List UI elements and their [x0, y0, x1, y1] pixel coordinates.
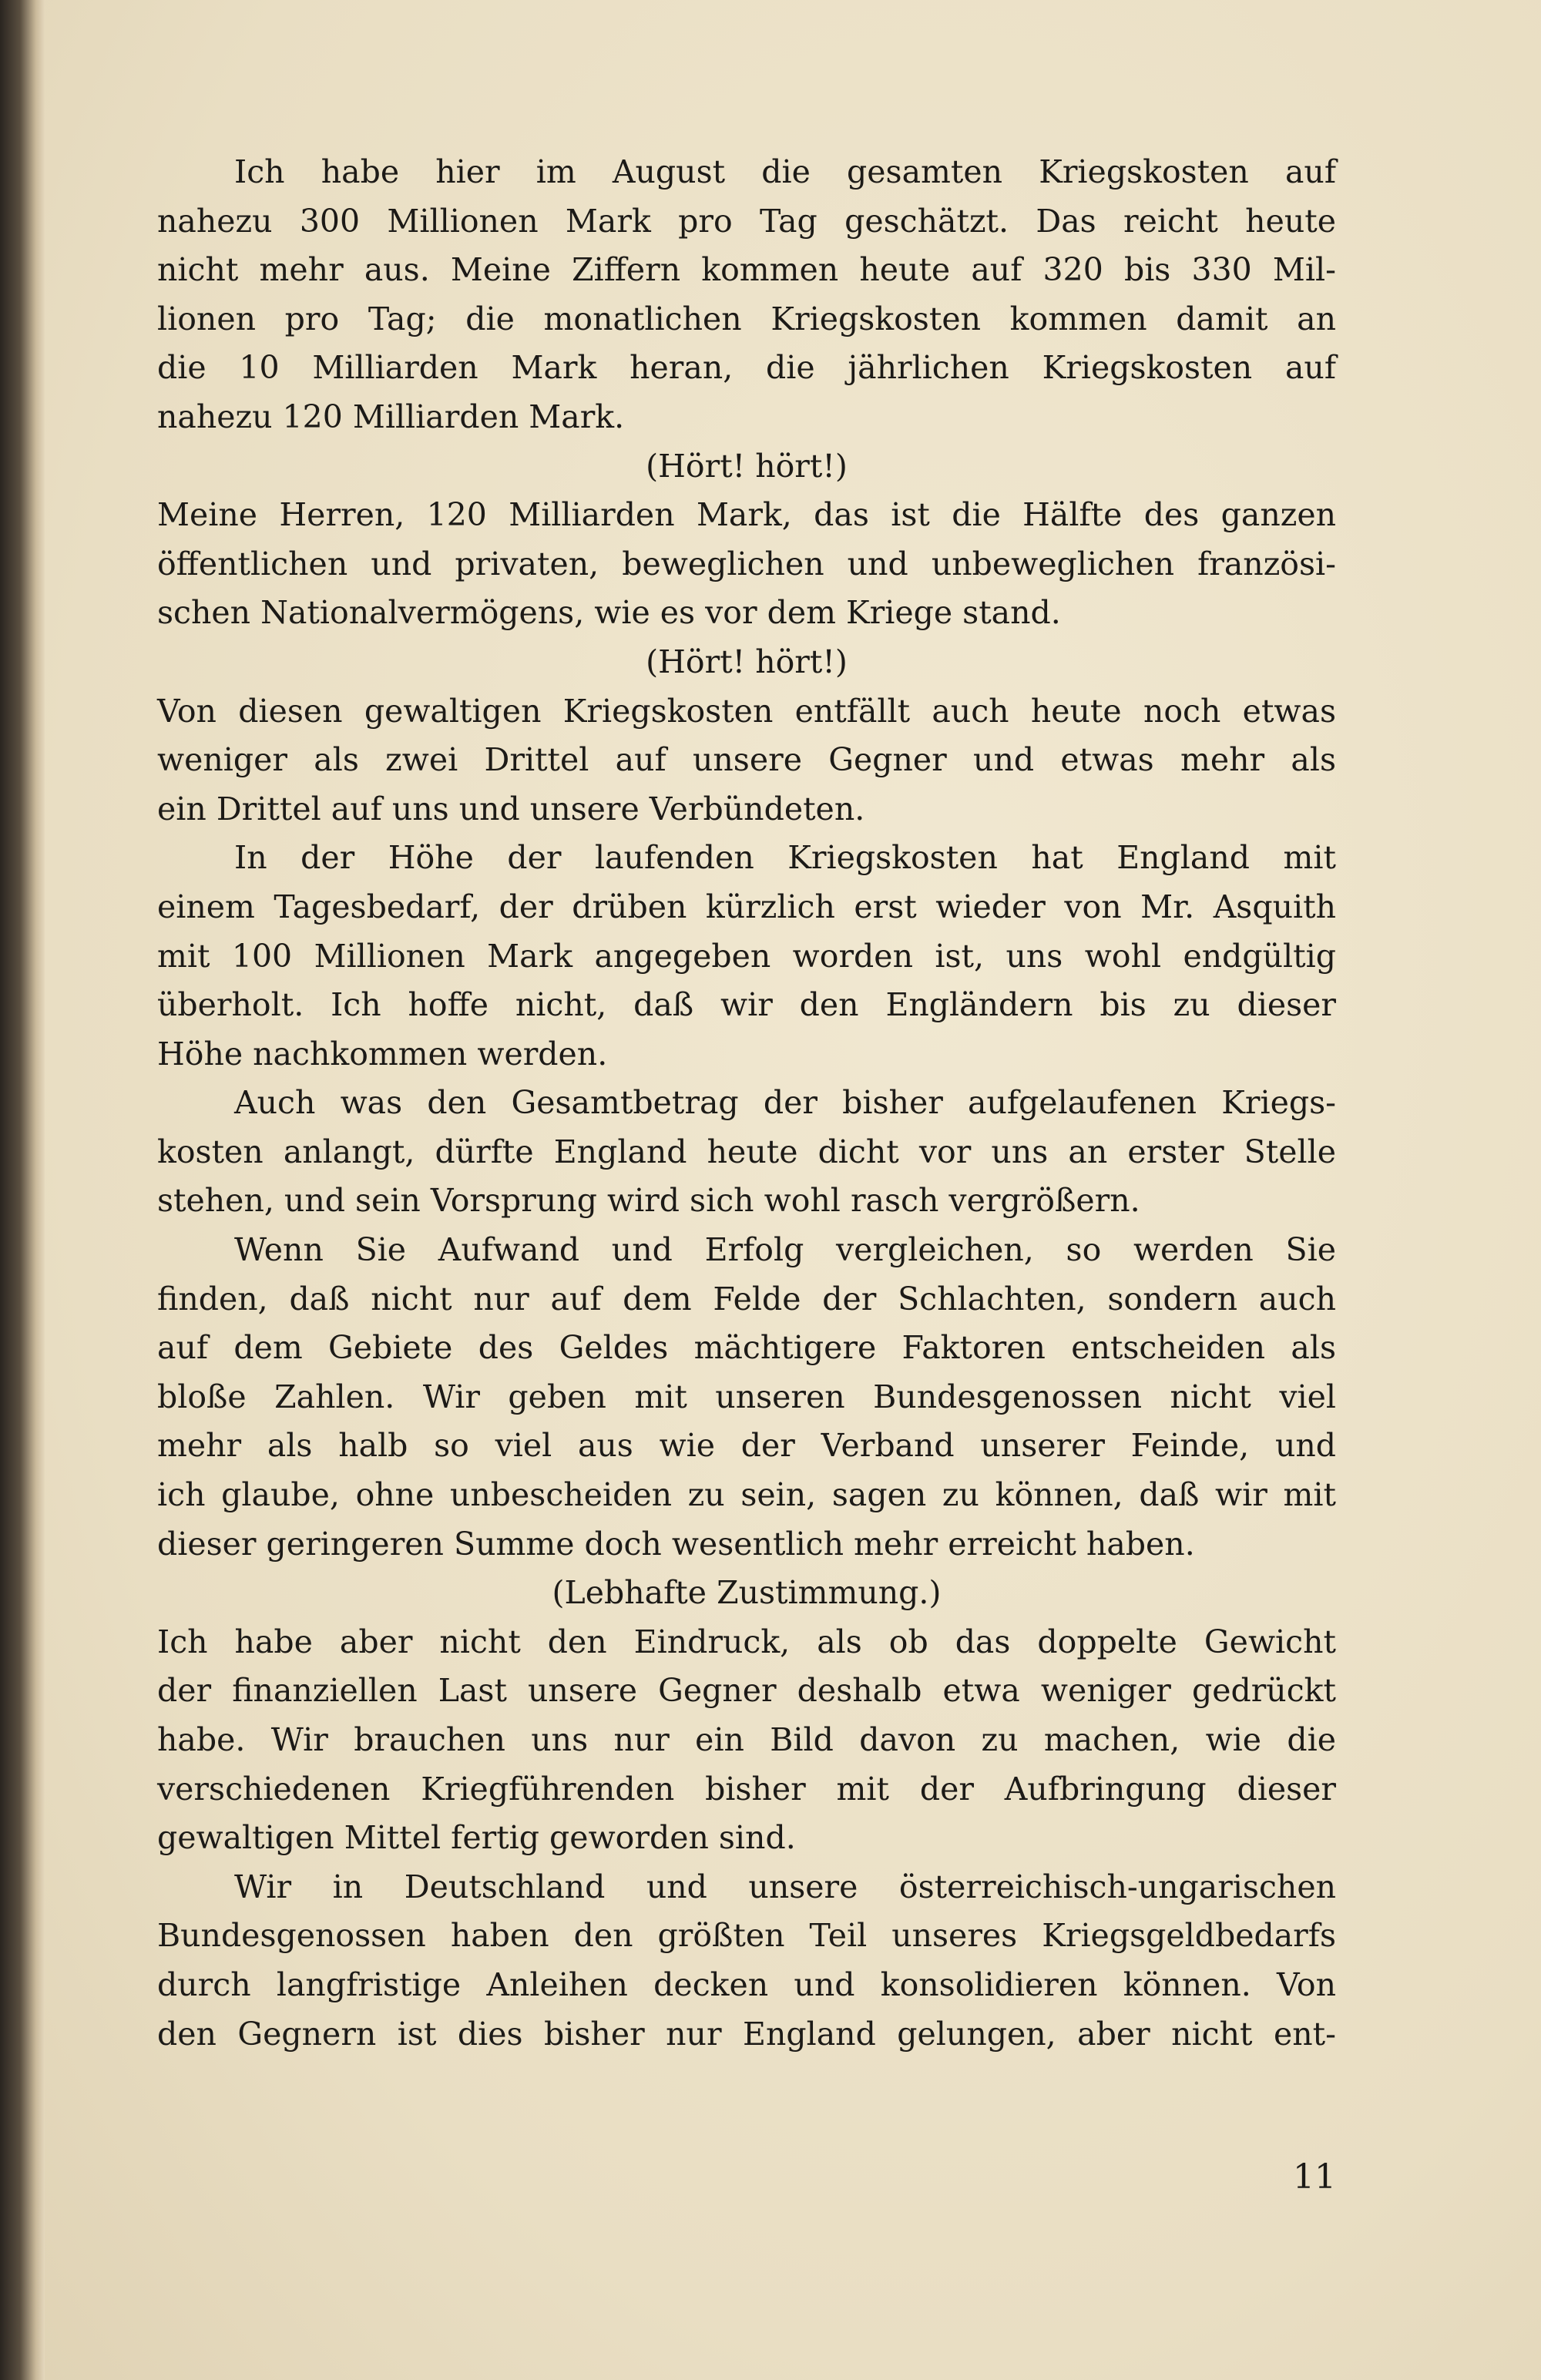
- interjection: (Hört! hört!): [646, 447, 848, 485]
- text-line: auf dem Gebiete des Geldes mächtigere Faktoren entscheiden als: [157, 1329, 1336, 1367]
- interjection: (Lebhafte Zustimmung.): [552, 1574, 942, 1612]
- text-line: bloße Zahlen. Wir geben mit unseren Bundesgenossen nicht viel: [157, 1378, 1336, 1415]
- paragraph: [157, 687, 1336, 834]
- book-page: [45, 0, 1541, 2380]
- text-line: Ich habe aber nicht den Eindruck, als ob das doppelte Gewicht: [157, 1623, 1336, 1660]
- interjection: (Hört! hört!): [646, 643, 848, 680]
- text-line: stehen, und sein Vorsprung wird sich wohl rasch vergrößern.: [157, 1182, 1140, 1220]
- text-line: nahezu 120 Milliarden Mark.: [157, 398, 625, 435]
- text-line: schen Nationalvermögens, wie es vor dem Kriege stand.: [157, 594, 1061, 632]
- paragraph: [157, 834, 1336, 1079]
- text-line: kosten anlangt, dürfte England heute dicht vor uns an erster Stelle: [157, 1133, 1336, 1170]
- paragraph: [157, 1079, 1336, 1226]
- page-number: 11: [1293, 2157, 1336, 2197]
- text-line: Meine Herren, 120 Milliarden Mark, das ist die Hälfte des ganzen: [157, 496, 1336, 534]
- body-text: [157, 148, 1336, 2059]
- text-line: einem Tagesbedarf, der drüben kürzlich erst wieder von Mr. Asquith: [157, 888, 1336, 925]
- text-line: nahezu 300 Millionen Mark pro Tag geschätzt. Das reicht heute: [157, 202, 1336, 240]
- paragraph: [157, 148, 1336, 442]
- text-line: die 10 Milliarden Mark heran, die jährlichen Kriegskosten auf: [157, 349, 1336, 387]
- text-line: gewaltigen Mittel fertig geworden sind.: [157, 1819, 796, 1857]
- text-line: mehr als halb so viel aus wie der Verband unserer Feinde, und: [157, 1427, 1336, 1465]
- text-line: nicht mehr aus. Meine Ziffern kommen heute auf 320 bis 330 Mil-: [157, 251, 1336, 289]
- text-line: verschiedenen Kriegführenden bisher mit der Aufbringung dieser: [157, 1770, 1336, 1808]
- text-line: In der Höhe der laufenden Kriegskosten hat England mit: [234, 839, 1336, 877]
- paragraph: [157, 1863, 1336, 2059]
- text-line: lionen pro Tag; die monatlichen Kriegskosten kommen damit an: [157, 300, 1336, 337]
- paragraph: [157, 1618, 1336, 1863]
- text-line: mit 100 Millionen Mark angegeben worden ist, uns wohl endgültig: [157, 937, 1336, 975]
- text-line: finden, daß nicht nur auf dem Felde der Schlachten, sondern auch: [157, 1280, 1336, 1318]
- paragraph: [157, 491, 1336, 638]
- text-line: ich glaube, ohne unbescheiden zu sein, sagen zu können, daß wir mit: [157, 1476, 1336, 1514]
- text-line: Wir in Deutschland und unsere österreichisch-ungarischen: [234, 1868, 1336, 1905]
- text-line: öffentlichen und privaten, beweglichen und unbeweglichen französi-: [157, 545, 1336, 582]
- text-line: ein Drittel auf uns und unsere Verbündeten.: [157, 790, 865, 827]
- text-line: Ich habe hier im August die gesamten Kriegskosten auf: [234, 153, 1336, 190]
- text-line: durch langfristige Anleihen decken und konsolidieren können. Von: [157, 1965, 1336, 2003]
- text-line: weniger als zwei Drittel auf unsere Gegner und etwas mehr als: [157, 741, 1336, 779]
- text-line: habe. Wir brauchen uns nur ein Bild davon zu machen, wie die: [157, 1721, 1336, 1758]
- text-line: überholt. Ich hoffe nicht, daß wir den Engländern bis zu dieser: [157, 986, 1336, 1024]
- text-line: Von diesen gewaltigen Kriegskosten entfällt auch heute noch etwas: [157, 692, 1336, 730]
- book-binding-edge: [0, 0, 45, 2380]
- text-line: den Gegnern ist dies bisher nur England gelungen, aber nicht ent-: [157, 2015, 1336, 2053]
- text-line: Auch was den Gesamtbetrag der bisher aufgelaufenen Kriegs-: [234, 1084, 1336, 1122]
- text-line: Höhe nachkommen werden.: [157, 1035, 608, 1073]
- text-line: der finanziellen Last unsere Gegner deshalb etwa weniger gedrückt: [157, 1672, 1336, 1710]
- text-line: Bundesgenossen haben den größten Teil unseres Kriegsgeldbedarfs: [157, 1917, 1336, 1955]
- paragraph: [157, 1226, 1336, 1569]
- text-line: dieser geringeren Summe doch wesentlich mehr erreicht haben.: [157, 1525, 1195, 1563]
- text-line: Wenn Sie Aufwand und Erfolg vergleichen, so werden Sie: [234, 1231, 1336, 1269]
